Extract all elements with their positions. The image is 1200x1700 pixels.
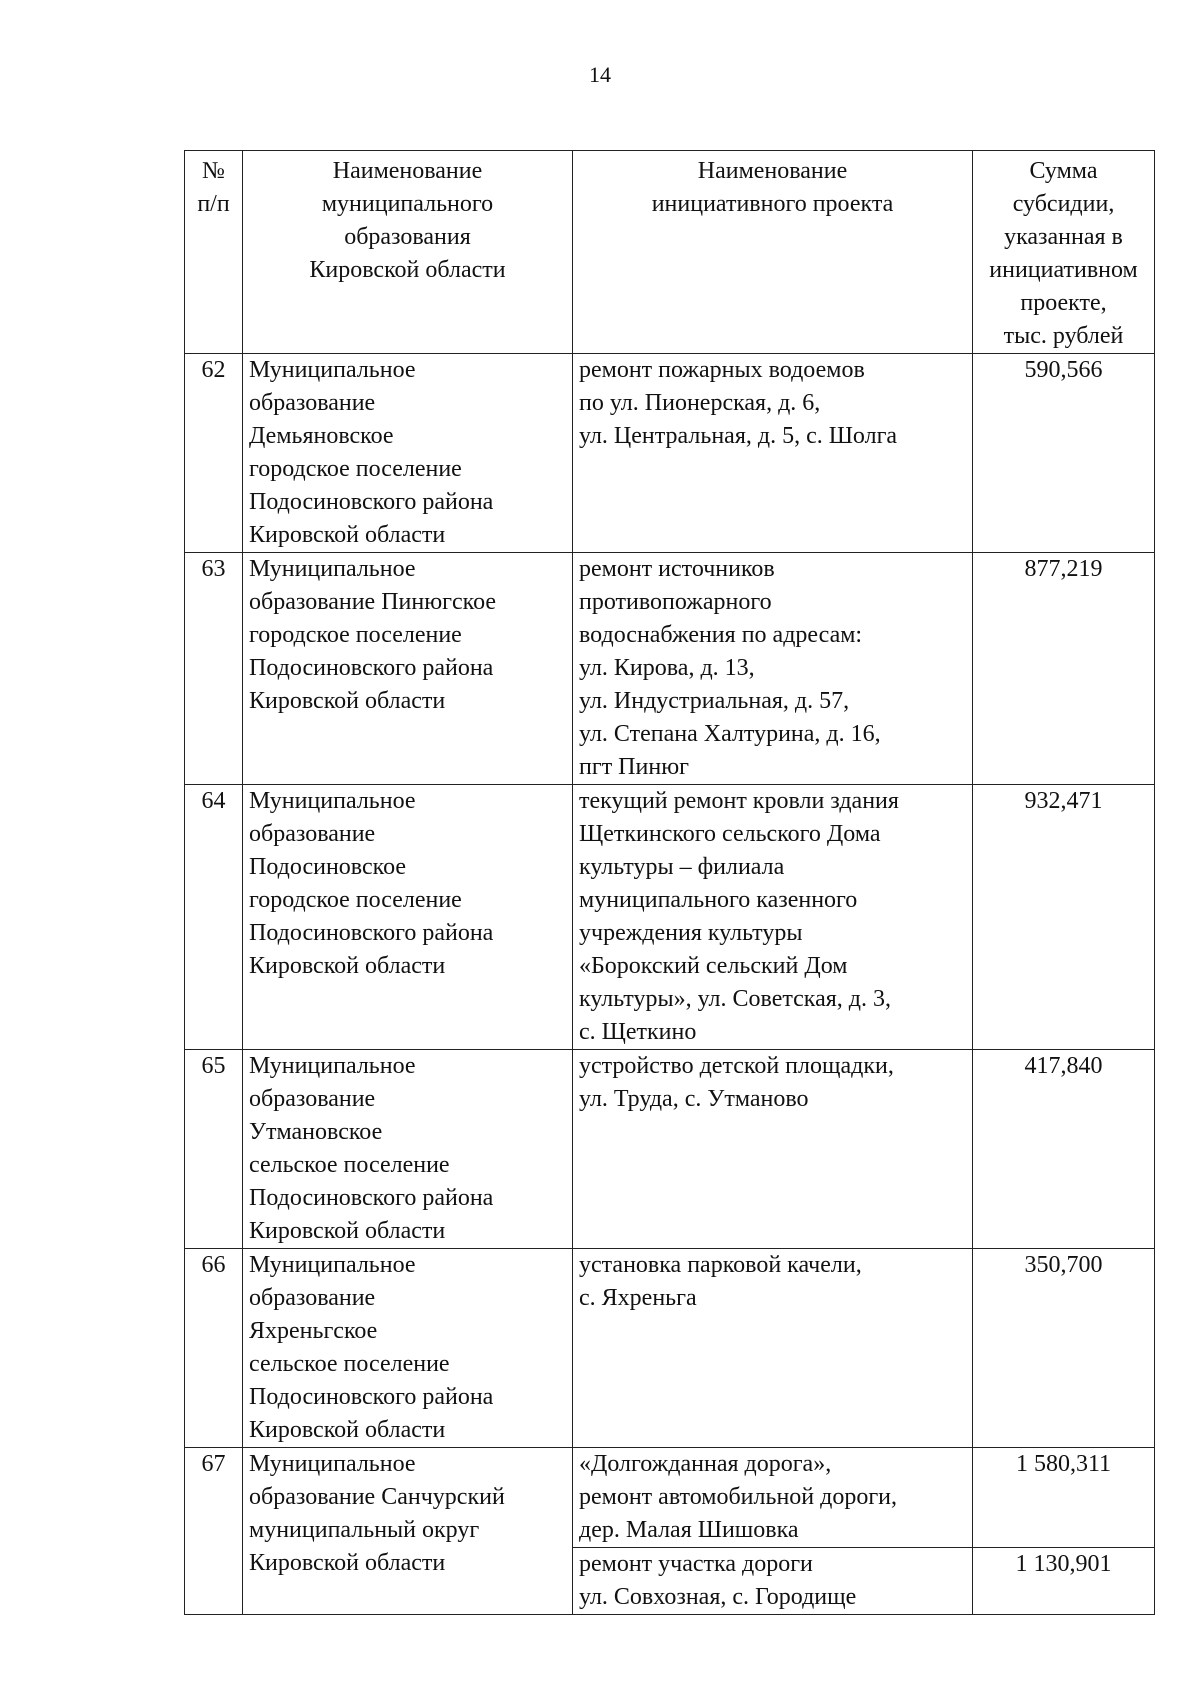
table-body (185, 354, 1155, 1615)
municipality-line: образование (249, 1285, 376, 1311)
municipality-line: Подосиновского района (249, 655, 494, 681)
municipality-line: городское поселение (249, 456, 462, 482)
municipality-line: Муниципальное (249, 1053, 416, 1079)
project-cell (573, 785, 973, 1050)
project-line: ремонт источников (579, 556, 775, 582)
municipality-cell (243, 1448, 573, 1615)
project-line: противопожарного (579, 589, 772, 615)
municipality-line: Подосиновского района (249, 1384, 494, 1410)
municipality-line: сельское поселение (249, 1351, 450, 1377)
municipality-line: Подосиновского района (249, 920, 494, 946)
municipality-line: образование (249, 1086, 376, 1112)
header-municipality-line: образования (344, 224, 471, 250)
municipality-line: Кировской области (249, 1417, 446, 1443)
project-line: ул. Центральная, д. 5, с. Шолга (579, 423, 898, 449)
header-municipality (243, 151, 573, 354)
municipality-line: образование (249, 390, 376, 416)
subsidy-sum: 1 580,311 (973, 1448, 1155, 1548)
project-line: устройство детской площадки, (579, 1053, 894, 1079)
project-line: «Борокский сельский Дом (579, 953, 848, 979)
header-sum-line: проекте, (1020, 290, 1107, 316)
municipality-cell (243, 785, 573, 1050)
header-sum-line: субсидии, (1012, 191, 1115, 217)
municipality-line: городское поселение (249, 887, 462, 913)
header-sum-line: Сумма (1029, 158, 1098, 184)
municipality-line: Яхреньгское (249, 1318, 378, 1344)
project-line: с. Яхреньга (579, 1285, 697, 1311)
municipality-line: Кировской области (249, 1218, 446, 1244)
municipality-line: образование Пинюгское (249, 589, 497, 615)
header-sum-line: указанная в (1004, 224, 1123, 250)
project-line: ул. Кирова, д. 13, (579, 655, 755, 681)
project-line: культуры», ул. Советская, д. 3, (579, 986, 891, 1012)
municipality-cell (243, 1249, 573, 1448)
header-project-line: инициативного проекта (651, 191, 894, 217)
header-num (185, 151, 243, 354)
project-line: ул. Степана Халтурина, д. 16, (579, 721, 881, 747)
project-cell (573, 354, 973, 553)
row-number: 62 (185, 354, 243, 553)
project-line: «Долгожданная дорога», (579, 1451, 832, 1477)
table-row (185, 1249, 1155, 1448)
project-line: ул. Труда, с. Утманово (579, 1086, 809, 1112)
municipality-line: Муниципальное (249, 357, 416, 383)
project-line: учреждения культуры (579, 920, 803, 946)
project-line: ремонт автомобильной дороги, (579, 1484, 898, 1510)
row-number: 65 (185, 1050, 243, 1249)
municipality-line: Муниципальное (249, 556, 416, 582)
municipality-cell (243, 553, 573, 785)
project-line: Щеткинского сельского Дома (579, 821, 881, 847)
header-municipality-line: Кировской области (309, 257, 506, 283)
table-row (185, 354, 1155, 553)
municipality-line: Муниципальное (249, 1252, 416, 1278)
project-line: муниципального казенного (579, 887, 858, 913)
header-municipality-line: Наименование (332, 158, 483, 184)
municipality-line: муниципальный округ (249, 1517, 480, 1543)
project-line: культуры – филиала (579, 854, 785, 880)
header-sum-line: тыс. рублей (1003, 323, 1124, 349)
header-sum (973, 151, 1155, 354)
project-line: ул. Совхозная, с. Городище (579, 1584, 857, 1610)
municipality-cell (243, 1050, 573, 1249)
municipality-line: Демьяновское (249, 423, 394, 449)
header-municipality-line: муниципального (321, 191, 494, 217)
subsidy-sum: 932,471 (973, 785, 1155, 1050)
project-cell (573, 1050, 973, 1249)
project-line: водоснабжения по адресам: (579, 622, 863, 648)
municipality-line: городское поселение (249, 622, 462, 648)
subsidy-sum: 877,219 (973, 553, 1155, 785)
municipality-line: Подосиновское (249, 854, 407, 880)
header-row (185, 151, 1155, 354)
subsidy-sum: 350,700 (973, 1249, 1155, 1448)
subsidy-sum: 1 130,901 (973, 1548, 1155, 1615)
header-num-line: п/п (197, 191, 230, 217)
subsidy-sum: 590,566 (973, 354, 1155, 553)
project-line: ремонт пожарных водоемов (579, 357, 865, 383)
subsidy-table (184, 150, 1155, 1615)
project-line: текущий ремонт кровли здания (579, 788, 899, 814)
project-line: ремонт участка дороги (579, 1551, 813, 1577)
table-row (185, 1050, 1155, 1249)
project-line: установка парковой качели, (579, 1252, 862, 1278)
project-line: дер. Малая Шишовка (579, 1517, 799, 1543)
municipality-line: Кировской области (249, 522, 446, 548)
table-row (185, 553, 1155, 785)
row-number: 63 (185, 553, 243, 785)
row-number: 64 (185, 785, 243, 1050)
municipality-line: образование Санчурский (249, 1484, 505, 1510)
municipality-line: Муниципальное (249, 788, 416, 814)
municipality-line: Утмановское (249, 1119, 383, 1145)
project-cell (573, 1548, 973, 1615)
row-number: 67 (185, 1448, 243, 1615)
municipality-line: Муниципальное (249, 1451, 416, 1477)
municipality-line: Подосиновского района (249, 489, 494, 515)
municipality-cell (243, 354, 573, 553)
project-cell (573, 1448, 973, 1548)
header-project-line: Наименование (697, 158, 848, 184)
municipality-line: образование (249, 821, 376, 847)
table-row (185, 1448, 1155, 1548)
header-project (573, 151, 973, 354)
municipality-line: Подосиновского района (249, 1185, 494, 1211)
project-line: по ул. Пионерская, д. 6, (579, 390, 821, 416)
municipality-line: Кировской области (249, 953, 446, 979)
page-number: 14 (589, 62, 611, 87)
project-line: ул. Индустриальная, д. 57, (579, 688, 850, 714)
project-cell (573, 1249, 973, 1448)
project-line: пгт Пинюг (579, 754, 689, 780)
municipality-line: Кировской области (249, 688, 446, 714)
header-sum-line: инициативном (989, 257, 1138, 283)
table-row (185, 785, 1155, 1050)
header-num-line: № (202, 158, 225, 184)
row-number: 66 (185, 1249, 243, 1448)
subsidy-sum: 417,840 (973, 1050, 1155, 1249)
project-cell (573, 553, 973, 785)
municipality-line: сельское поселение (249, 1152, 450, 1178)
project-line: с. Щеткино (579, 1019, 697, 1045)
municipality-line: Кировской области (249, 1550, 446, 1576)
